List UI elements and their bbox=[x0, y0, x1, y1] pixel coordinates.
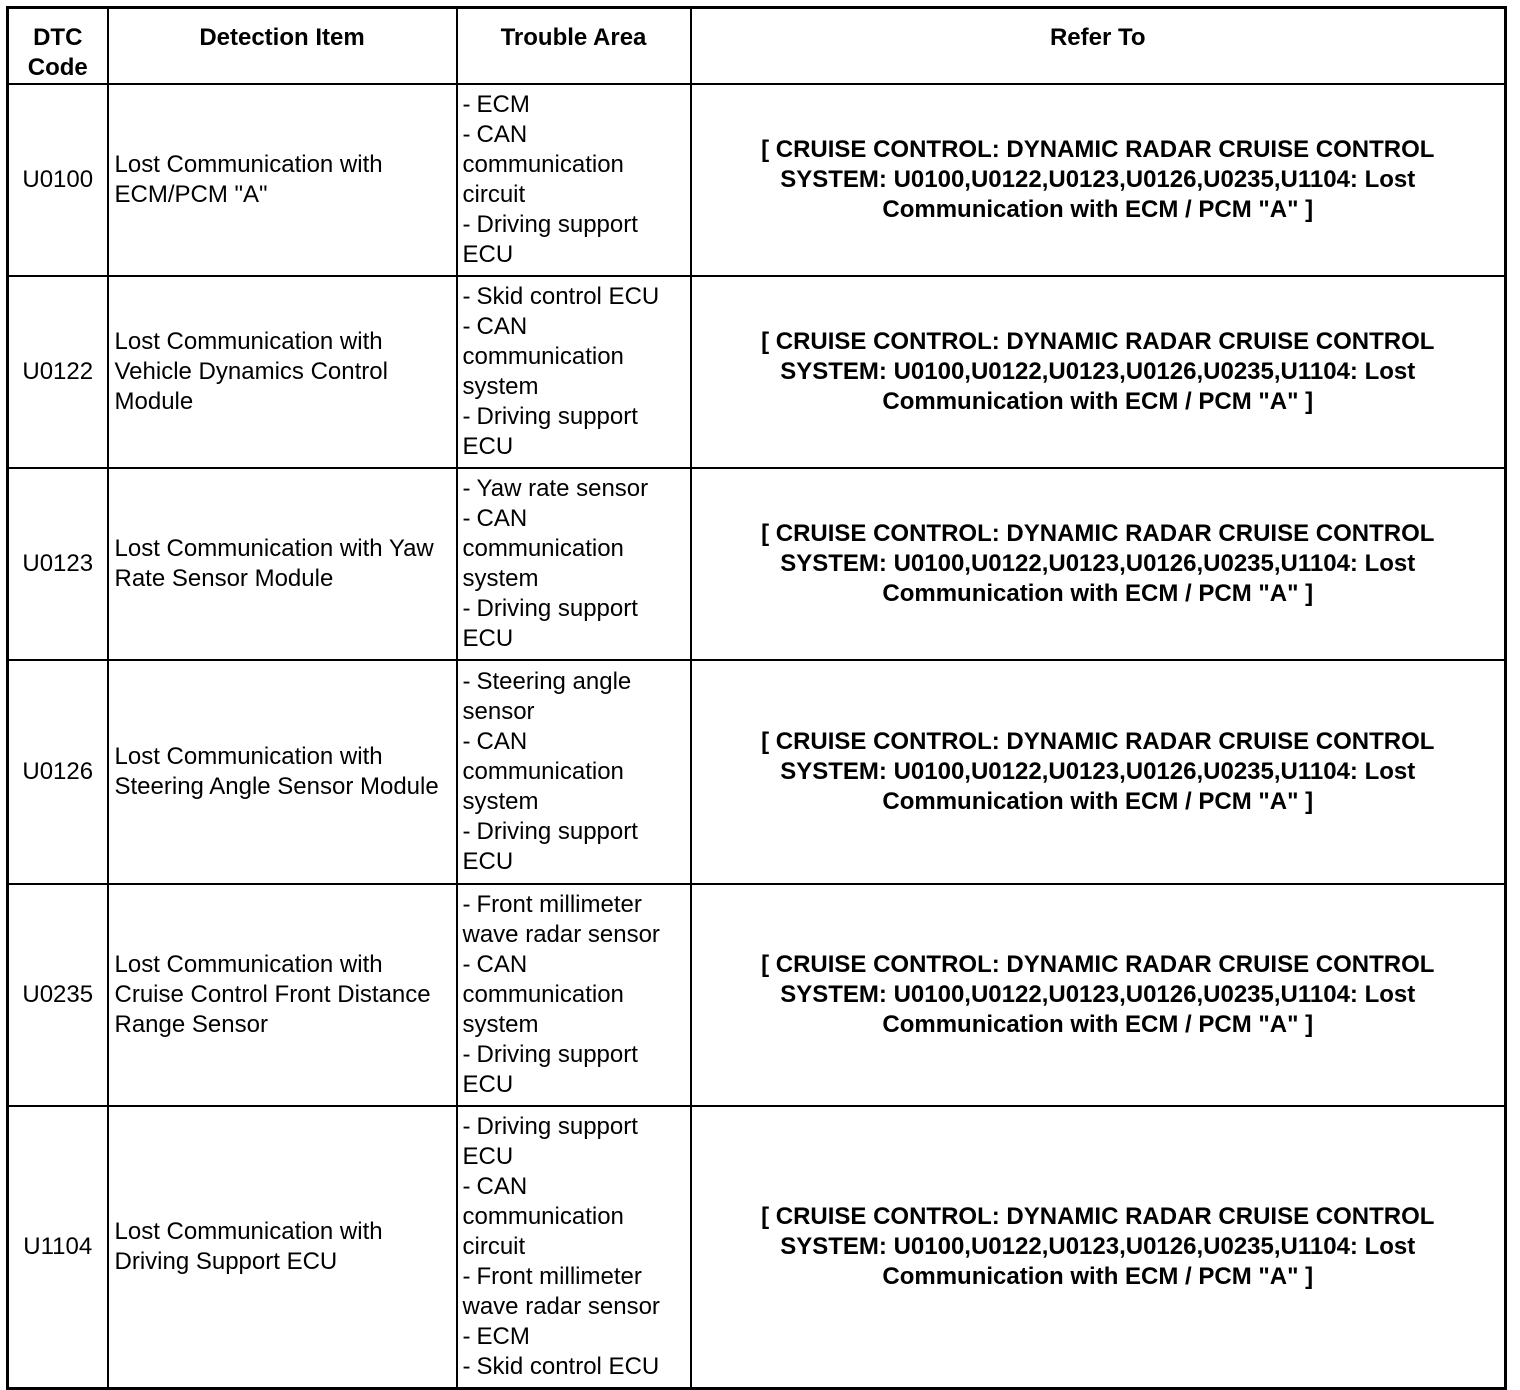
trouble-area-item: - Driving support ECU bbox=[462, 1112, 638, 1170]
trouble-area-item: - ECM bbox=[462, 1322, 530, 1350]
trouble-area-item: - Skid control ECU bbox=[462, 1352, 660, 1380]
dtc-code-cell: U1104 bbox=[8, 1106, 108, 1388]
trouble-area-item: - Driving support ECU bbox=[462, 211, 638, 268]
trouble-area-text: ECM bbox=[476, 1322, 530, 1350]
trouble-area-text: CAN communication circuit bbox=[462, 121, 624, 208]
table-row bbox=[8, 468, 1506, 660]
trouble-area-cell bbox=[457, 660, 691, 884]
trouble-area-item: - Driving support ECU bbox=[462, 595, 638, 652]
trouble-area-text: Steering angle sensor bbox=[462, 668, 632, 725]
dtc-code-cell: U0235 bbox=[8, 884, 108, 1106]
trouble-area-text: Driving support ECU bbox=[462, 1041, 638, 1098]
dtc-code-cell: U0126 bbox=[8, 660, 108, 884]
detection-item-cell: Lost Communication with Yaw Rate Sensor Module bbox=[108, 468, 457, 660]
trouble-area-text: Driving support ECU bbox=[462, 211, 638, 268]
trouble-area-item: - CAN communication system bbox=[462, 505, 624, 592]
trouble-area-item: - CAN communication circuit bbox=[462, 1172, 624, 1260]
header-trouble-area: Trouble Area bbox=[457, 8, 691, 85]
trouble-area-text: Front millimeter wave radar sensor bbox=[462, 1262, 660, 1320]
trouble-area-text: CAN communication circuit bbox=[462, 1172, 624, 1260]
dtc-code-cell: U0122 bbox=[8, 276, 108, 468]
trouble-area-item: - Front millimeter wave radar sensor bbox=[462, 1262, 660, 1320]
table-row bbox=[8, 660, 1506, 884]
header-dtc-code-line2: Code bbox=[27, 54, 88, 81]
header-row bbox=[8, 8, 1506, 85]
trouble-area-text: Yaw rate sensor bbox=[476, 475, 649, 502]
trouble-area-text: CAN communication system bbox=[462, 951, 624, 1038]
trouble-area-text: Driving support ECU bbox=[462, 403, 638, 460]
refer-to-cell: [ CRUISE CONTROL: DYNAMIC RADAR CRUISE CONTROL SYSTEM: U0100,U0122,U0123,U0126,U0235,U1104: Lost Communication with ECM / PCM "A" ] bbox=[691, 84, 1506, 276]
header-detection-item: Detection Item bbox=[108, 8, 457, 85]
trouble-area-list bbox=[463, 90, 688, 270]
trouble-area-cell bbox=[457, 84, 691, 276]
dtc-table bbox=[6, 6, 1507, 1390]
refer-to-cell: [ CRUISE CONTROL: DYNAMIC RADAR CRUISE CONTROL SYSTEM: U0100,U0122,U0123,U0126,U0235,U1104: Lost Communication with ECM / PCM "A" ] bbox=[691, 660, 1506, 884]
dtc-code-cell: U0123 bbox=[8, 468, 108, 660]
trouble-area-item: - Yaw rate sensor bbox=[462, 475, 649, 502]
trouble-area-list bbox=[463, 474, 688, 654]
trouble-area-text: CAN communication system bbox=[462, 313, 624, 400]
trouble-area-text: Driving support ECU bbox=[462, 595, 638, 652]
refer-to-cell: [ CRUISE CONTROL: DYNAMIC RADAR CRUISE CONTROL SYSTEM: U0100,U0122,U0123,U0126,U0235,U1104: Lost Communication with ECM / PCM "A" ] bbox=[691, 468, 1506, 660]
refer-to-cell: [ CRUISE CONTROL: DYNAMIC RADAR CRUISE CONTROL SYSTEM: U0100,U0122,U0123,U0126,U0235,U1104: Lost Communication with ECM / PCM "A" ] bbox=[691, 1106, 1506, 1388]
detection-item-cell: Lost Communication with Cruise Control Front Distance Range Sensor bbox=[108, 884, 457, 1106]
table-row bbox=[8, 84, 1506, 276]
detection-item-cell: Lost Communication with ECM/PCM "A" bbox=[108, 84, 457, 276]
detection-item-cell: Lost Communication with Driving Support ECU bbox=[108, 1106, 457, 1388]
header-dtc-code bbox=[8, 8, 108, 85]
trouble-area-list bbox=[463, 890, 688, 1100]
table-row bbox=[8, 1106, 1506, 1388]
trouble-area-item: - CAN communication system bbox=[462, 951, 624, 1038]
trouble-area-text: ECM bbox=[476, 91, 530, 118]
detection-item-cell: Lost Communication with Vehicle Dynamics Control Module bbox=[108, 276, 457, 468]
trouble-area-item: - Steering angle sensor bbox=[462, 668, 632, 725]
trouble-area-cell bbox=[457, 884, 691, 1106]
refer-to-cell: [ CRUISE CONTROL: DYNAMIC RADAR CRUISE CONTROL SYSTEM: U0100,U0122,U0123,U0126,U0235,U1104: Lost Communication with ECM / PCM "A" ] bbox=[691, 884, 1506, 1106]
trouble-area-item: - CAN communication system bbox=[462, 728, 624, 815]
trouble-area-cell bbox=[457, 276, 691, 468]
trouble-area-item: - Driving support ECU bbox=[462, 1041, 638, 1098]
trouble-area-item: - CAN communication circuit bbox=[462, 121, 624, 208]
trouble-area-text: CAN communication system bbox=[462, 505, 624, 592]
trouble-area-text: Skid control ECU bbox=[476, 283, 660, 310]
dtc-code-cell: U0100 bbox=[8, 84, 108, 276]
trouble-area-item: - Driving support ECU bbox=[462, 403, 638, 460]
trouble-area-item: - Front millimeter wave radar sensor bbox=[462, 891, 660, 948]
trouble-area-item: - CAN communication system bbox=[462, 313, 624, 400]
trouble-area-cell bbox=[457, 1106, 691, 1388]
table-row bbox=[8, 276, 1506, 468]
trouble-area-item: - Driving support ECU bbox=[462, 818, 638, 875]
trouble-area-text: Skid control ECU bbox=[476, 1352, 660, 1380]
trouble-area-item: - ECM bbox=[462, 91, 530, 118]
detection-item-cell: Lost Communication with Steering Angle Sensor Module bbox=[108, 660, 457, 884]
trouble-area-list bbox=[463, 667, 688, 877]
trouble-area-item: - Skid control ECU bbox=[462, 283, 660, 310]
trouble-area-text: Front millimeter wave radar sensor bbox=[462, 891, 660, 948]
table-row bbox=[8, 884, 1506, 1106]
trouble-area-list bbox=[463, 1112, 688, 1382]
refer-to-cell: [ CRUISE CONTROL: DYNAMIC RADAR CRUISE CONTROL SYSTEM: U0100,U0122,U0123,U0126,U0235,U1104: Lost Communication with ECM / PCM "A" ] bbox=[691, 276, 1506, 468]
trouble-area-cell bbox=[457, 468, 691, 660]
trouble-area-text: Driving support ECU bbox=[462, 1112, 638, 1170]
trouble-area-list bbox=[463, 282, 688, 462]
trouble-area-text: CAN communication system bbox=[462, 728, 624, 815]
header-refer-to: Refer To bbox=[691, 8, 1506, 85]
trouble-area-text: Driving support ECU bbox=[462, 818, 638, 875]
header-dtc-code-line1: DTC bbox=[33, 24, 83, 51]
